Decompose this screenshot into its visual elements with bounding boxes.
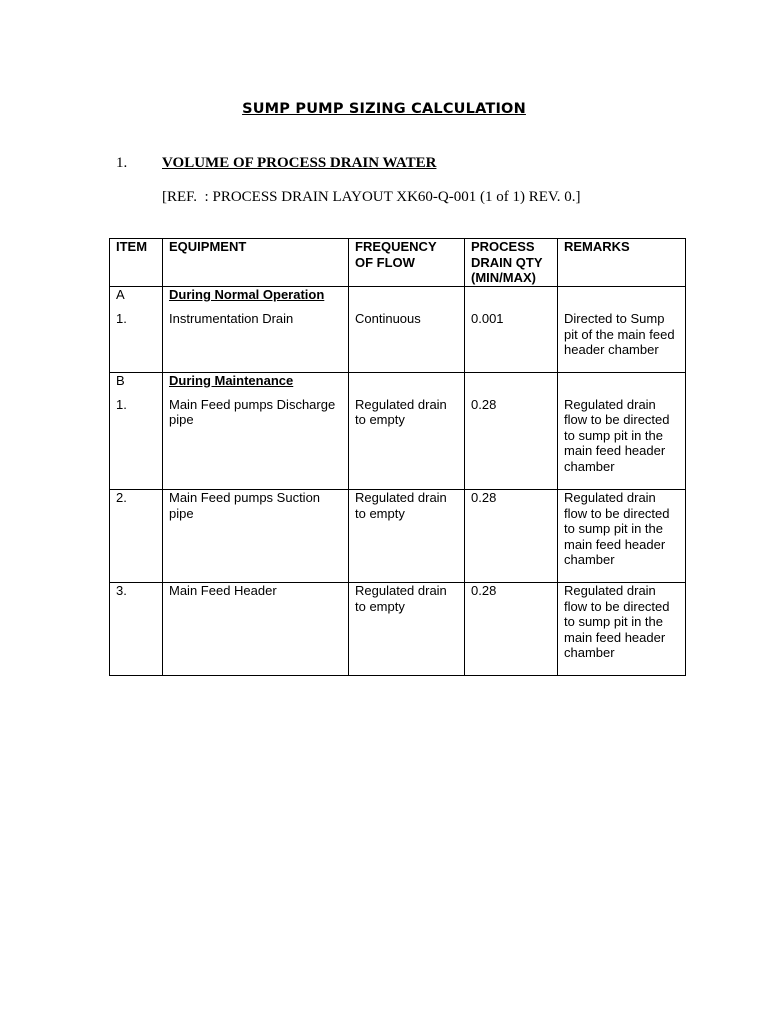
row-item: 1. [110,311,163,372]
document-title: SUMP PUMP SIZING CALCULATION [242,101,526,117]
header-equipment: EQUIPMENT [163,239,349,287]
group-label: During Normal Operation [163,287,349,312]
header-drain-qty: PROCESS DRAIN QTY (MIN/MAX) [465,239,558,287]
row-equipment: Main Feed pumps Discharge pipe [163,397,349,490]
row-drain-qty: 0.28 [465,583,558,676]
group-code: B [110,372,163,397]
row-equipment: Main Feed Header [163,583,349,676]
table-row [110,311,686,372]
empty-cell [349,287,465,312]
table-header-row [110,239,686,287]
empty-cell [558,287,686,312]
table-row [110,583,686,676]
row-equipment: Main Feed pumps Suction pipe [163,490,349,583]
table-row [110,490,686,583]
row-remarks: Regulated drain flow to be directed to sump pit in the main feed header chamber [558,583,686,676]
header-item: ITEM [110,239,163,287]
row-drain-qty: 0.28 [465,490,558,583]
row-item: 3. [110,583,163,676]
empty-cell [465,372,558,397]
header-frequency: FREQUENCY OF FLOW [349,239,465,287]
empty-cell [349,372,465,397]
process-drain-table [109,238,686,676]
row-frequency: Regulated drain to empty [349,490,465,583]
row-item: 2. [110,490,163,583]
empty-cell [558,372,686,397]
reference-line: [REF. : PROCESS DRAIN LAYOUT XK60-Q-001 (1 of 1) REV. 0.] [162,189,581,205]
row-item: 1. [110,397,163,490]
row-remarks: Regulated drain flow to be directed to sump pit in the main feed header chamber [558,397,686,490]
header-remarks: REMARKS [558,239,686,287]
section-heading: VOLUME OF PROCESS DRAIN WATER [162,155,437,171]
group-row-a [110,287,686,312]
row-drain-qty: 0.28 [465,397,558,490]
row-frequency: Continuous [349,311,465,372]
row-remarks: Regulated drain flow to be directed to sump pit in the main feed header chamber [558,490,686,583]
group-row-b [110,372,686,397]
empty-cell [465,287,558,312]
section-number: 1. [116,155,128,171]
row-frequency: Regulated drain to empty [349,397,465,490]
row-equipment: Instrumentation Drain [163,311,349,372]
group-code: A [110,287,163,312]
row-remarks: Directed to Sump pit of the main feed header chamber [558,311,686,372]
table-row [110,397,686,490]
row-drain-qty: 0.001 [465,311,558,372]
group-label: During Maintenance [163,372,349,397]
row-frequency: Regulated drain to empty [349,583,465,676]
